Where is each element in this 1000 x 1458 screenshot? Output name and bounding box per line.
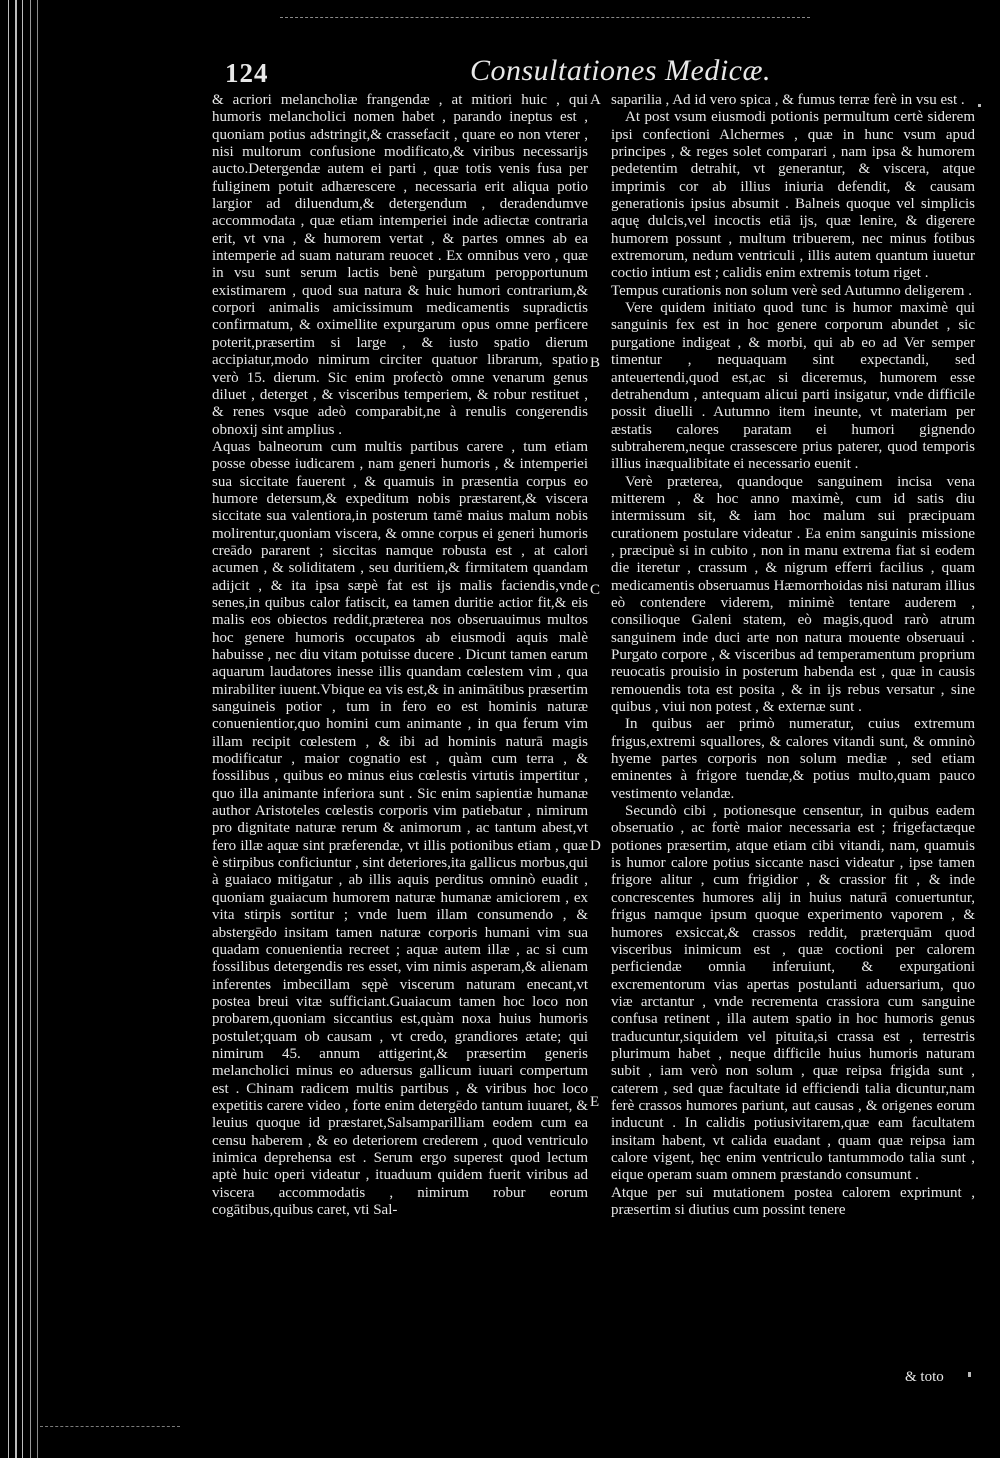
margin-letter-e: E [590, 1094, 600, 1110]
paragraph: At post vsum eiusmodi potionis permultum certè siderem ipsi confectioni Alchermes , quæ in hunc vsum apud principes , & reges solet comparari , nam ipsa & humorem pedetentim detrahit, vt generantur, & viscera, atque imprimis cor ab illius iniuria defendit, & causam generationis ipsius absumit . Balneis quoque vel simplicis aquę dulcis,vel incoctis etiā ijs, quæ lenire, & digerere humorem possunt , multum tribuerem, nec minus fotibus extremorum, nedum ventriculi , illis autem quantum iuuetur coctio intium est ; calidis enim extremis totum riget . [611, 109, 975, 282]
page-edge-rule [15, 0, 17, 1458]
page-edge-rule [8, 0, 9, 1458]
top-rule [280, 17, 810, 18]
right-column [611, 92, 975, 1219]
paragraph: saparilia , Ad id vero spica , & fumus terræ ferè in vsu est . [611, 92, 965, 108]
paragraph: Verè præterea, quandoque sanguinem incisa vena mitterem , & hoc anno maximè, cum id satis diu intermissum sit, & iam hoc malum sui præcipuam curationem postulare videatur . Ea enim sanguinis missione , præcipuè si in cubito , non in manu extrema fiat si eodem die iteretur , crassum , & nigrum efferri facilius , quam medicamentis obseruamus Hæmorrhoidas nisi naturam illius eò contendere viderem, minimè tentare auderem , consilioque Galeni statem, eò magis,quod rarò atrum sanguinem inde duci arte non natura mouente obseruaui . Purgato corpore , & visceribus ad temperamentum proprium reuocatis prouisio in posterum habenda est , quæ in causis remouendis tota est posita , & in ijs rebus versatur , sine quibus , viui non potest , & externæ sunt . [611, 473, 975, 716]
paragraph: Aquas balneorum cum multis partibus carere , tum etiam posse obesse iudicarem , nam generi humoris , & intemperiei sua siccitate fauerent , & quamuis in præsentia corpus eo humore detersum,& expeditum nobis præstarent,& viscera siccitate sua valentiora,in posterum tamē maius malum nobis molirentur,quoniam viscera, & omne corpus ei generi humoris creādo pararent ; siccitas namque robusta est , at calori acumen , & soliditatem , seu duritiem,& firmitatem quandam adijcit , & ita ipsa sæpè fat est ijs malis faciendis,vnde senes,in quibus calor fatiscit, ea tamen duritie actior fit,& eis malis eos obiectos reddit,præterea nos obseruauimus multos hoc genere humoris occupatos ab eiusmodi aquis malè habuisse , nec diu vitam potuisse ducere . Dicunt tamen earum aquarum laudatores inesse illis quandam cœlestem vim , qua mirabiliter iuuent.Vbique ea vis est,& in animātibus præsertim sanguineis potior , tum in fero eo est hominis naturæ conuenientior,quo homini cum animante , in qua ferum vim illam recipit cœlestem , & ibi ad hominis naturā magis modificatur , maior cognatio est , quàm cum terra , & fossilibus , quibus eo minus eius cœlestis virtutis impertitur , quo illa animante inferiora sunt . Sic enim sapientiæ humanæ author Aristoteles cœlestis corporis vim patiebatur , nimirum pro dignitate naturæ rerum & animorum , ac tantum abest,vt fero illæ aquæ sint præferendæ, vt illis potionibus etiam , quæ è stirpibus conficiuntur , sint deteriores,ita gallicus morbus,qui à guaiaco mitigatur , ab illis aquis perditus omninò euadit , quoniam guaiacum humorem naturæ humanæ amiciorem , ex vita stirpis sortitur ; vnde luem illam consumendo , & abstergēdo insitam tamen naturæ corporis humani vim sua quadam conuenientia recreet ; aquæ autem illæ , ac si cum fossilibus detergendis res esset, vim nimis asperam,& alienam inferentes imbecillam sępè viscerum naturam enecant,vt postea breui vitæ sufficiant.Guaiacum tamen hoc loco non probarem,quoniam siccantius est,quàm noxa huius humoris postulet;quam ob causam , vt credo, grandiores ætate; qui nimirum 45. annum attigerint,& præsertim generis melancholici minus eo aduersus gallicum iuuari compertum est . Chinam radicem multis partibus , & viribus hoc loco expetitis carere video , forte enim detergēdo tantum iuuaret, & leuius quoque id præstaret,Salsamparilliam eodem cum ea censu haberem , & eo deteriorem crederem , quod ventriculo inimica deprehensa est . Serum ergo superest quod lectum aptè huic operi videatur , ituaduum quidem fuerit viribus ad viscera accommodatis , nimirum robur eorum cogātibus,quibus caret, vti Sal- [212, 438, 588, 1218]
paragraph: In quibus aer primò numeratur, cuius extremum frigus,extremi squallores, & calores vitandi sunt, & omninò hyeme partes corporis non solum mediæ , sed etiam eminentes à frigore tuendæ,& potius multo,quam pauco vestimento velandæ. [611, 716, 975, 802]
page-edge-rule [22, 0, 23, 1458]
left-column [212, 92, 588, 1219]
ink-speck [978, 104, 981, 107]
running-head: Consultationes Medicæ. [470, 54, 771, 87]
margin-letter-c: C [590, 582, 601, 598]
page-edge-rule [37, 0, 38, 1458]
catchword: & toto [905, 1369, 944, 1385]
page-number: 124 [225, 58, 269, 88]
margin-letter-a: A [590, 92, 601, 108]
paragraph: Atque per sui mutationem postea calorem exprimunt , præsertim si diutius cum possint tenere [611, 1184, 975, 1218]
margin-letter-b: B [590, 355, 601, 371]
page-edge-rule [30, 0, 31, 1458]
paragraph: & acriori melancholiæ frangendæ , at mitiori huic , qui humoris melancholici nomen habet , parando ineptus est , quoniam potius adstringit,& crassefacit , quare eo non vterer , nisi multorum confusione modificato,& viribus necessarijs aucto.Detergendæ autem ei parti , quæ totis venis fusa per fuliginem potuit adhærescere , necessaria erit aliqua potio largior ad diluendum,& detergendum , deradendumve accommodata , quæ etiam intemperiei inde adiectæ contraria erit, vt vna , & humorem vertat , & partes omnes ab ea intemperie ad suam naturam reuocet . Ex omnibus vero , quæ in vsu sunt serum lactis benè purgatum peropportunum existimarem , quod sua natura & huic humori contrarium,& corpori animalis amicissimum medicamentis supradictis confirmatum, & oximellite expurgarum opus omne perficere poterit,præsertim si large , & iusto spatio dierum accipiatur,modo nimirum circiter quatuor librarum, spatio verò 15. dierum. Sic enim profectò omne venarum genus diluet , deterget , & visceribus temperiem, & robur restituet , & renes vsque adeò comparabit,ne à renulis congerendis obnoxij sint amplius . [212, 92, 588, 438]
margin-letter-d: D [590, 838, 601, 854]
paragraph: Vere quidem initiato quod tunc is humor maximè qui sanguinis fex est in hoc genere corporum abundet , sic purgatione indigeat , & morbi, qui ab eo ad Ver semper timentur , nequaquam sint expectandi, sed anteuertendi,quod est,ac si diceremus, humorem esse detrahendum , antequam alicui parti insigatur, vnde difficile possit diuelli . Autumno item ineunte, vt materiam per æstatis calores paratam ei humori gignendo subtraherem,neque crassescere prius paterer, quod temporis illius inæqualibitate ei necessario euenit . [611, 300, 975, 473]
ink-speck [968, 1372, 971, 1377]
paragraph: Tempus curationis non solum verè sed Autumno deligerem . [611, 282, 972, 299]
bottom-rule [40, 1426, 180, 1427]
paragraph: Secundò cibi , potionesque censentur, in quibus eadem obseruatio , ac fortè maior necessaria est ; frigefactæque potiones præsertim, atque etiam cibi vitandi, nam, quamuis is humor calore potius siccante nasci videatur , ipse tamen frigore alitur , cum frigidior , & crassior fit , & inde concrescentes humores alij in huius naturā conuertuntur, frigus namque ipsum quoque experimento vaporem , & humores exsiccat,& crassos reddit, præterquām quod visceribus inimicum est , quæ coctioni per calorem perficiendæ omnia inferuiunt, & expurgationi excrementorum vias apertas postulanti aduersarium, quo viæ arctantur , vnde recrementa crassiora cum sanguine confusa retinent , illa autem spatio in hoc humoris genus traducuntur,siquidem vel pituita,si crassa est , terrestris plurimum habet , neque difficile huius humoris naturam subit , iam verò non solum , quæ reipsa frigida sunt , caterem , sed quæ facultate id efficiendi talia dicuntur,nam ferè crassos humores pariunt, aut causas , & origenes eorum inducunt . In calidis potiusivitarem,quæ eam facultatem insitam habent, vt calida euadant , quam quæ reipsa iam calore vigent, hęc enim ventriculo tantummodo talia sunt , eique operam suam omnem præstando consumunt . [611, 803, 975, 1184]
